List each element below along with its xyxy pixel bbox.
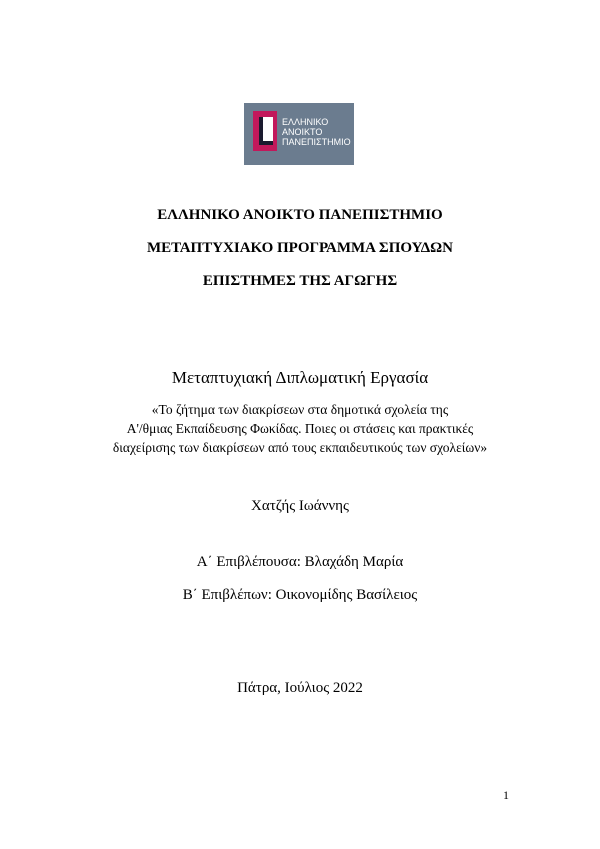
logo-line: ΕΛΛΗΝΙΚΟ — [282, 117, 329, 127]
supervisor-b: Β΄ Επιβλέπων: Οικονομίδης Βασίλειος — [182, 587, 418, 603]
page-number: 1 — [503, 788, 509, 802]
topic-line: διαχείρισης των διακρίσεων από τους εκπαιδευτικούς των σχολείων» — [112, 440, 488, 455]
supervisor-a: Α΄ Επιβλέπουσα: Βλαχάδη Μαρία — [196, 554, 404, 570]
topic-line: «Το ζήτημα των διακρίσεων στα δημοτικά σχολεία της — [151, 402, 449, 417]
author-name: Χατζής Ιωάννης — [251, 498, 349, 514]
logo-text — [282, 117, 351, 147]
place-date: Πάτρα, Ιούλιος 2022 — [237, 680, 363, 696]
program-title: ΜΕΤΑΠΤΥΧΙΑΚΟ ΠΡΟΓΡΑΜΜΑ ΣΠΟΥΔΩΝ — [147, 240, 453, 256]
thesis-topic — [90, 400, 510, 457]
logo-line: ΠΑΝΕΠΙΣΤΗΜΙΟ — [282, 137, 351, 147]
university-logo — [244, 103, 354, 165]
logo-mark-icon — [253, 111, 277, 151]
logo-line: ΑΝΟΙΚΤΟ — [282, 127, 323, 137]
document-type: Μεταπτυχιακή Διπλωματική Εργασία — [171, 368, 429, 387]
topic-line: Α'/θμιας Εκπαίδευσης Φωκίδας. Ποιες οι στάσεις και πρακτικές — [126, 421, 474, 436]
field-title: ΕΠΙΣΤΗΜΕΣ ΤΗΣ ΑΓΩΓΗΣ — [202, 273, 398, 289]
university-title: ΕΛΛΗΝΙΚΟ ΑΝΟΙΚΤΟ ΠΑΝΕΠΙΣΤΗΜΙΟ — [157, 207, 443, 223]
